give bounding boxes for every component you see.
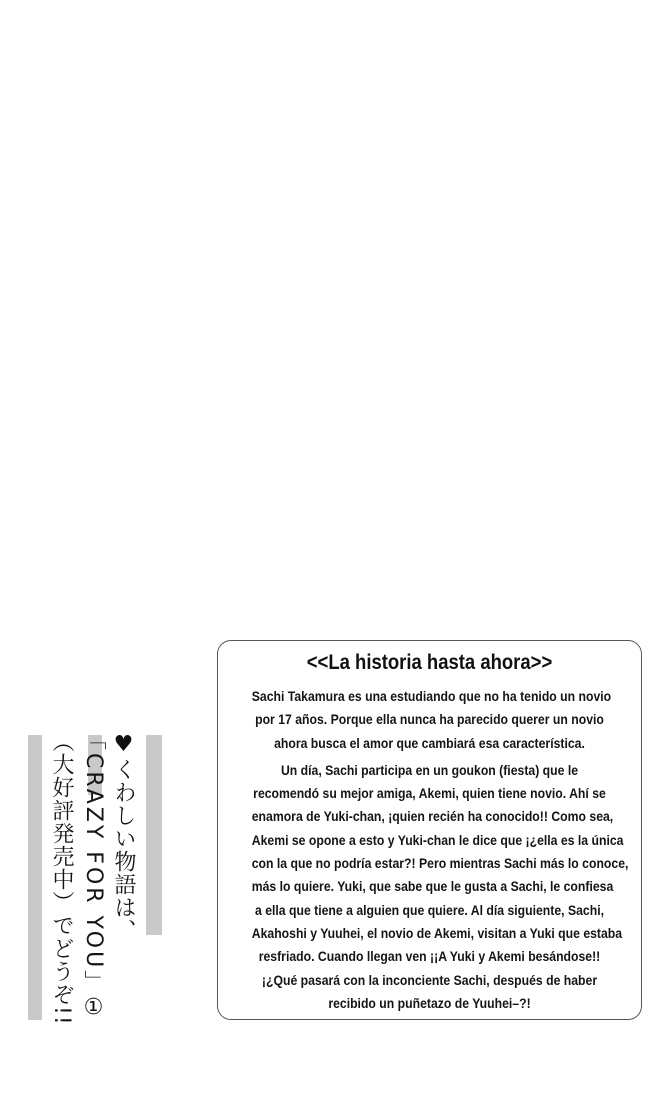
story-line: Akemi se opone a esto y Yuki-chan le dice que ¡¿ella es la única [251,832,624,848]
vertical-text-note: （大好評発売中）でどうぞ!! [49,730,74,1026]
story-line: Sachi Takamura es una estudiando que no ha tenido un novio [251,689,612,704]
story-line: resfriado. Cuando llegan ven ¡¡A Yuki y Akemi besándose!! [258,949,601,965]
vertical-text-title: 「CRAZY FOR YOU」① [81,728,106,1024]
story-line: enamora de Yuki-chan, ¡quien recién ha conocido!! Como sea, [251,809,614,825]
story-line: más lo quiere. Yuki, que sabe que le gusta a Sachi, le confiesa [251,879,614,895]
heart-icon: ♥ [111,732,136,758]
story-line: Un día, Sachi participa en un goukon (fiesta) que le [280,762,579,778]
story-line: ¡¿Qué pasará con la inconciente Sachi, después de haber [261,972,598,988]
vertical-text-detail: くわしい物語は、 [111,758,136,942]
story-paragraph-2 [232,759,627,1015]
gray-stripe [28,735,42,1020]
story-body [232,685,627,1015]
story-summary-box [217,640,642,1020]
story-title: <<La historia hasta ahora>> [306,651,553,674]
gray-stripe [146,735,162,935]
story-line: con la que no podría estar?! Pero mientras Sachi más lo conoce, [251,856,629,872]
vertical-text-line-3 [46,730,76,1026]
vertical-text-line-1 [108,732,138,942]
story-line: Akahoshi y Yuuhei, el novio de Akemi, visitan a Yuki que estaba [251,925,623,941]
story-line: recomendó su mejor amiga, Akemi, quien tiene novio. Ahí se [253,786,606,802]
story-line: recibido un puñetazo de Yuuhei–?! [328,995,531,1011]
story-line: ahora busca el amor que cambiará esa característica. [274,735,585,751]
story-paragraph-1 [232,685,627,755]
vertical-text-line-2 [78,728,108,1023]
story-line: por 17 años. Porque ella nunca ha parecido querer un novio [255,712,604,728]
story-line: a ella que tiene a alguien que quiere. Al día siguiente, Sachi, [254,902,605,918]
